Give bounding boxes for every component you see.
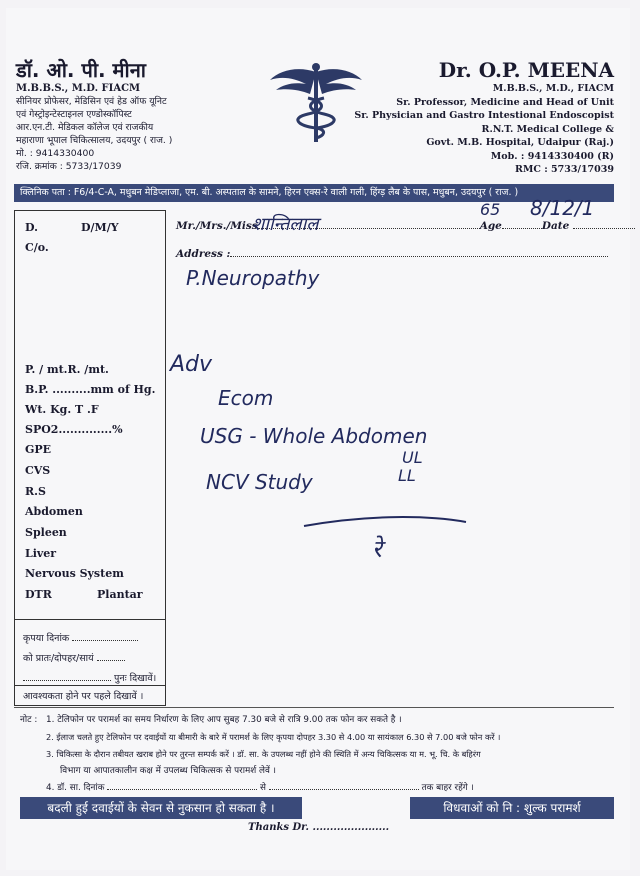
exam-gpe: GPE	[25, 443, 52, 456]
note-item: 2. ईलाज चलते हुए टेलिफोन पर दवाईयों या बीमारी के बारे में परामर्श के लिए कृपया दोपहर 3.30 से 4.00 या सायंकाल 6.30 से 7.00 बजे फोन करें ।	[46, 732, 501, 742]
pulse-resp-label: P. / mt.R. /mt.	[25, 363, 109, 376]
note-item-away: 4. डॉ. सा. दिनांक से तक बाहर रहेंगे ।	[46, 783, 474, 793]
bp-label: B.P. ..........mm of Hg.	[25, 383, 156, 396]
revisit-date-line: कृपया दिनांक	[23, 631, 138, 644]
revisit-time-line: को प्रातः/दोपहर/सायं	[23, 651, 125, 664]
footer-warning-banner: बदली हुई दवाईयों के सेवन से नुकसान हो सकता है ।	[20, 797, 302, 819]
exam-plantar: Plantar	[97, 588, 143, 601]
date-format: D/M/Y	[81, 221, 119, 234]
exam-rs: R.S	[25, 485, 46, 498]
exam-abdomen: Abdomen	[25, 505, 83, 518]
header-left-line: रजि. क्रमांक : 5733/17039	[16, 161, 122, 172]
spo2-label: SPO2..............%	[25, 423, 123, 436]
header-right-line: Sr. Professor, Medicine and Head of Unit	[396, 96, 614, 108]
exam-nervous-system: Nervous System	[25, 567, 124, 580]
handwritten-investigation: NCV Study	[206, 470, 313, 494]
notes-divider	[14, 707, 614, 708]
handwritten-investigation: Ecom	[218, 386, 274, 410]
header-right	[354, 58, 614, 177]
exam-spleen: Spleen	[25, 526, 67, 539]
exam-dtr: DTR	[25, 588, 52, 601]
thanks-line: Thanks Dr. ......................	[248, 822, 390, 833]
column-divider	[15, 619, 165, 620]
revisit-again-line: पुनः दिखावें।	[23, 671, 156, 684]
address-field[interactable]: Address :	[176, 248, 608, 260]
header-right-line: RMC : 5733/17039	[514, 164, 614, 175]
header-left-line: एवं गेस्ट्रोइन्टेस्टाइनल एण्डोस्कॉपिस्ट	[16, 109, 132, 120]
degree-english: M.B.B.S., M.D., FIACM	[492, 83, 614, 94]
doctor-name-hindi: डॉ. ओ. पी. मीना	[16, 58, 146, 82]
handwritten-advice: Adv	[170, 352, 213, 377]
revisit-note: आवश्यकता होने पर पहले दिखावें ।	[23, 691, 144, 702]
handwritten-date: 8/12/1	[530, 196, 595, 220]
header-right-line: Sr. Physician and Gastro Intestional Endoscopist	[354, 110, 614, 121]
notes-prefix: नोट :	[20, 715, 38, 725]
header-left-line: आर.एन.टी. मेडिकल कॉलेज एवं राजकीय	[16, 122, 154, 133]
header-left-line: सीनियर प्रोफेसर, मेडिसिन एवं हेड ऑफ यूनिट	[16, 96, 167, 107]
note-item: 3. चिकित्सा के दौरान तबीयत खराब होने पर तुरन्त सम्पर्क करें । डॉ. सा. के उपलब्ध नहीं होने की स्थिति में अन्य चिकित्सक या म. भू. चि. के बहिरंग	[46, 749, 481, 759]
exam-cvs: CVS	[25, 464, 51, 477]
handwritten-patient-name: शान्तिलाल	[252, 214, 319, 235]
vitals-column	[14, 210, 166, 706]
signature-stroke-icon	[300, 512, 470, 562]
caduceus-logo-icon	[268, 62, 364, 144]
column-divider	[15, 685, 165, 686]
handwritten-note: UL	[402, 448, 423, 467]
date-label: D.	[25, 221, 38, 234]
doctor-signature: रे	[372, 535, 382, 563]
note-item: विभाग या आपातकालीन कक्ष में उपलब्ध चिकित्सक से परामर्श लेवें ।	[60, 766, 277, 776]
clinic-address-bar: क्लिनिक पता : F6/4-C-A, मधुबन मेडिप्लाजा, एम. बी. अस्पताल के सामने, हिरन एक्स-रे वाली गली, हिंग्ड़ लैब के पास, मधुबन, उदयपुर ( राज. )	[14, 184, 614, 202]
handwritten-diagnosis: P.Neuropathy	[186, 266, 320, 290]
care-of-label: C/o.	[25, 241, 49, 254]
header-right-line: Mob. : 9414330400 (R)	[490, 150, 614, 162]
header-left-line: मो. : 9414330400	[16, 148, 95, 159]
note-item: 1. टेलिफोन पर परामर्श का समय निर्धारण के लिए आप सुबह 7.30 बजे से रात्रि 9.00 तक फोन कर सकते है ।	[46, 715, 402, 725]
header-left-line: महाराणा भूपाल चिकित्सालय, उदयपुर ( राज. )	[16, 135, 173, 146]
header-right-line: R.N.T. Medical College &	[481, 123, 614, 135]
weight-temp-label: Wt. Kg. T .F	[25, 403, 99, 416]
footer-free-consult-banner: विधवाओं को नि : शुल्क परामर्श	[410, 797, 614, 819]
handwritten-investigation: USG - Whole Abdomen	[200, 424, 428, 448]
patient-name-field[interactable]: Mr./Mrs./Miss Age Date	[176, 220, 635, 232]
exam-liver: Liver	[25, 547, 57, 560]
doctor-name-english: Dr. O.P. MEENA	[438, 58, 614, 82]
header-left	[16, 58, 246, 173]
header-right-line: Govt. M.B. Hospital, Udaipur (Raj.)	[426, 137, 614, 148]
handwritten-age: 65	[480, 200, 501, 219]
degree-hindi-side: M.B.B.S., M.D. FIACM	[16, 83, 141, 94]
handwritten-note: LL	[398, 466, 416, 485]
